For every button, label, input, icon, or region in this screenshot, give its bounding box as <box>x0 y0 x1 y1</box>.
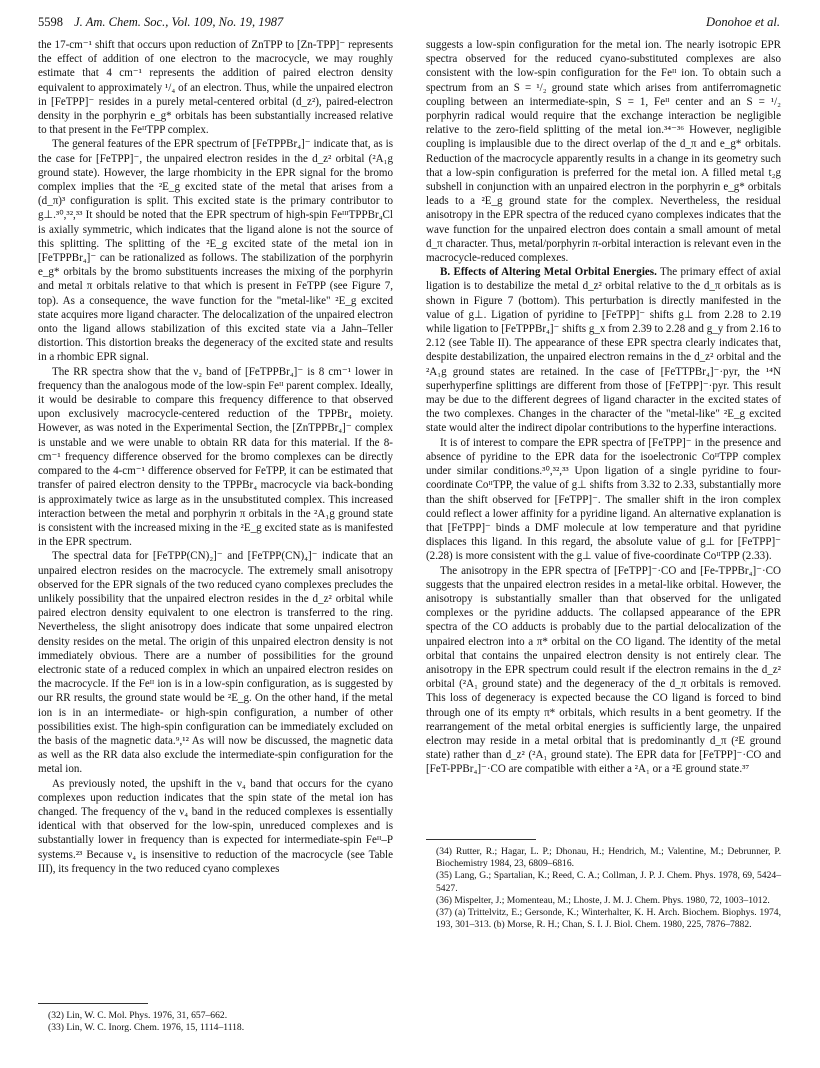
header-left <box>38 11 283 33</box>
footnote-rule <box>38 1003 148 1004</box>
right-column <box>426 38 781 777</box>
running-header <box>38 11 780 33</box>
paragraph: The spectral data for [FeTPP(CN)₂]⁻ and [FeTPP(CN)₄]⁻ indicate that an unpaired electron resides on the macrocycle. The extremely small anisotropy observed for the EPR signals of the two reduced cyano complexes precludes the unlikely possibility that the unpaired electron resides in the d_z² orbital while paired electron density equivalent to one electron is transferred to the ring. Nevertheless, the slight anisotropy does indicate that some unpaired electron density resides on the metal. The origin of this unpaired electron density is not immediately obvious. There are a number of possibilities for the ground electronic state of a reduced complex in which an unpaired electron resides on the macrocycle. If the Feᴵᴵ ion is in a low-spin configuration, as is suggested by our RR results, the ground state would be ²E_g. On the other hand, if the metal ion is in an intermediate- or high-spin configuration, a number of other possibilities exist. The high-spin configuration can be immediately excluded on the basis of the magnetic data.⁹,¹² As will now be discussed, the magnetic data as well as the RR data also exclude the intermediate-spin configuration for the metal ion. <box>38 550 393 776</box>
footnote: (32) Lin, W. C. Mol. Phys. 1976, 31, 657–662. <box>48 1010 228 1021</box>
right-footnotes <box>426 846 781 931</box>
journal-citation: J. Am. Chem. Soc., Vol. 109, No. 19, 1987 <box>74 15 284 29</box>
paragraph: The general features of the EPR spectrum of [FeTPPBr₄]⁻ indicate that, as is the case for [FeTPP]⁻, the unpaired electron resides in the d_z² orbital (²A₁g ground state). However, the large rhombicity in the EPR signal for the bromo complex implies that the ²E_g excited state of the metal that arises from a (d_π)³ configuration is split. This excited state is the primary contributor to g⊥.³⁰,³²,³³ It should be noted that the EPR spectrum of high-spin FeᴵᴵᴵTPPBr₄Cl is axially symmetric, which indicates that the ligand alone is not the source of this splitting. The splitting of the ²E_g excited state of the metal ion in [FeTPPBr₄]⁻ can be rationalized as follows. The stabilization of the porphyrin e_g* orbitals by the bromo substituents increases the mixing of the porphyrin and metal π orbitals relative to that which is present in FeTPP (see Figure 7, top). As a consequence, the wave function for the "metal-like" ²E_g excited state acquires more ligand character. The delocalization of the unpaired electron onto the ligand allows stabilization of this excited state via a Jahn–Teller distortion. This distortion breaks the degeneracy of the excited state and results in a rhombic EPR signal. <box>38 138 393 364</box>
footnote: (37) (a) Trittelvitz, E.; Gersonde, K.; Winterhalter, K. H. Arch. Biochem. Biophys. 1974, 193, 301–313. (b) Morse, R. H.; Chan, S. I. J. Biol. Chem. 1980, 225, 7876–7882. <box>436 907 781 931</box>
section-heading: B. Effects of Altering Metal Orbital Energies. <box>440 266 657 279</box>
left-column <box>38 38 393 876</box>
header-authors: Donohoe et al. <box>706 15 780 29</box>
paragraph: the 17-cm⁻¹ shift that occurs upon reduction of ZnTPP to [Zn-TPP]⁻ represents the effect of addition of one electron to the macrocycle, we may roughly estimate that 4 cm⁻¹ represents the addition of paired electron density equivalent to approximately ¹/₄ of an electron. Thus, while the unpaired electron in [FeTPP]⁻ resides in a purely metal-centered orbital (d_z²), paired-electron density in the porphyrin e_g* orbitals has been substantially increased relative to that present in the FeᴵᴵTPP complex. <box>38 39 393 137</box>
footnote: (35) Lang, G.; Spartalian, K.; Reed, C. A.; Collman, J. P. J. Chem. Phys. 1978, 69, 5424–5427. <box>436 870 781 894</box>
footnote: (34) Rutter, R.; Hagar, L. P.; Dhonau, H.; Hendrich, M.; Valentine, M.; Debrunner, P. Biochemistry 1984, 23, 6809–6816. <box>436 846 781 870</box>
left-footnotes <box>38 1010 393 1034</box>
section-text: The primary effect of axial ligation is to destabilize the metal d_z² orbital relative to the d_π orbitals as is shown in Figure 7 (bottom). This perturbation is directly manifested in the value of g⊥. Ligation of pyridine to [FeTPP]⁻ shifts g⊥ from 2.28 to 2.19 while ligation to [FeTPPBr₄]⁻ shifts g_x from 2.39 to 2.28 and g_y from 2.16 to 2.12 (see Table II). The appearance of these EPR spectra clearly indicates that, despite destabilization, the unpaired electron remains in the d_z² orbital and the ²A₁g ground states are retained. In the case of [FeTTPBr₄]⁻·pyr, the ¹⁴N superhyperfine splittings are different from those of [FeTPP]⁻·pyr. This result may be due to the different degrees of ligand character in the excited states of the two complexes. Changes in the character of the "metal-like" ²E_g excited state would alter the indirect dipolar contributions to the hyperfine interactions. <box>426 266 781 435</box>
section-paragraph <box>426 265 781 435</box>
paragraph: It is of interest to compare the EPR spectra of [FeTPP]⁻ in the presence and absence of pyridine to the EPR data for the isoelectronic CoᴵᴵTPP complex under similar conditions.³⁰,³²,³³ Upon ligation of a single pyridine to four-coordinate CoᴵᴵTPP, the value of g⊥ shifts from 3.32 to 2.33, substantially more than the shift observed for [FeTPP]⁻. The smaller shift in the iron complex could reflect a lower affinity for a pyridine ligand. An alternative explanation is that [FeTPP]⁻ binds a DMF molecule at low temperature and that pyridine displaces this ligand. In this regard, the absolute value of g⊥ for [FeTPP]⁻ (2.28) is more consistent with the g⊥ value of five-coordinate CoᴵᴵTPP (2.33). <box>426 436 781 563</box>
paragraph: suggests a low-spin configuration for the metal ion. The nearly isotropic EPR spectra observed for the reduced cyano-substituted complexes are also consistent with the low-spin configuration for the Feᴵᴵ ion. To obtain such a spectrum from an S = ¹/₂ ground state which arises from antiferromagnetic coupling between an intermediate-spin, S = 1, Feᴵᴵ center and an S = ¹/₂ porphyrin radical would require that the exchange interaction be negligible relative to the zero-field splitting of the metal ion.³⁴⁻³⁶ However, negligible coupling is implausible due to the direct overlap of the d_π and e_g* orbitals. Reduction of the macrocycle apparently results in a change in its geometry such that a low-spin configuration is preferred for the metal ion. A filled metal t₂g subshell in conjunction with an unpaired electron in the porphyrin e_g* orbitals leads to a ²E_g ground state for the complex. Nevertheless, the residual anisotropy in the EPR spectra of the reduced cyano complexes indicates that the wave function for the unpaired electron does contain a small amount of metal d_π character. Thus, metal/porphyrin π-orbital interaction is relevant even in the macrocycle-reduced complexes. <box>426 39 781 265</box>
paragraph: The RR spectra show that the ν₂ band of [FeTPPBr₄]⁻ is 8 cm⁻¹ lower in frequency than the analogous mode of the low-spin Feᴵᴵ parent complex. Ideally, it would be desirable to compare this frequency difference to that observed upon exclusively macrocycle-centered reduction of the TPPBr₄ moiety. However, as was noted in the Experimental Section, the [ZnTPPBr₄]⁻ complex is unstable and we were unable to obtain RR data for this material. If the 8-cm⁻¹ frequency difference observed for the bromo complexes can be directly compared to the 4-cm⁻¹ difference observed for FeTPP, it can be estimated that transfer of paired electron density to the TPPBr₄ macrocycle via back-bonding is approximately twice as large as in the unsubstituted complex. This increased interaction between the metal and porphyrin π orbitals in the ²A₁g ground state is consistent with the increased mixing in the ²E_g excited state as is manifested in the EPR spectrum. <box>38 365 393 549</box>
paragraph: As previously noted, the upshift in the ν₄ band that occurs for the cyano complexes upon reduction indicates that the spin state of the metal ion has changed. The frequency of the ν₄ band in the reduced complexes is essentially identical with that observed for the low-spin, unreduced complexes and is substantially lower in frequency than is expected for intermediate-spin Feᴵᴵ–P systems.²³ Because ν₄ is insensitive to reduction of the macrocycle (see Table III), its frequency in the two reduced cyano complexes <box>38 777 393 875</box>
footnote-rule <box>426 839 536 840</box>
page-number: 5598 <box>38 15 63 29</box>
paragraph: The anisotropy in the EPR spectra of [FeTPP]⁻·CO and [Fe-TPPBr₄]⁻·CO suggests that the unpaired electron resides in a metal-like orbital. However, the anisotropy is substantially smaller than that observed for the unligated complexes or the pyridine adducts. The collapsed appearance of the EPR spectra of the CO adducts is probably due to the partial delocalization of the unpaired electron into a π* orbital on the CO ligand. The identity of the metal orbital that contains the unpaired electron density is not entirely clear. The anisotropy in the EPR spectrum could result if the electron remains in the d_z² orbital (²A₁ ground state) and the degeneracy of the d_π orbitals is removed. This loss of degeneracy is expected because the CO ligand is forced to bind through one of its empty π* orbitals, which results in a bent geometry. If the rearrangement of the metal orbital energies is sufficiently large, the unpaired electron may reside in a metal orbital that is predominantly d_π (²E ground state) rather than d_z² (²A₁ ground state). The EPR data for [FeTPP]⁻·CO and [FeT-PPBr₄]⁻·CO are compatible with either a ²A₁ or a ²E ground state.³⁷ <box>426 564 781 776</box>
footnote: (33) Lin, W. C. Inorg. Chem. 1976, 15, 1114–1118. <box>48 1022 245 1034</box>
footnote: (36) Mispelter, J.; Momenteau, M.; Lhoste, J. M. J. Chem. Phys. 1980, 72, 1003–1012. <box>436 894 770 906</box>
